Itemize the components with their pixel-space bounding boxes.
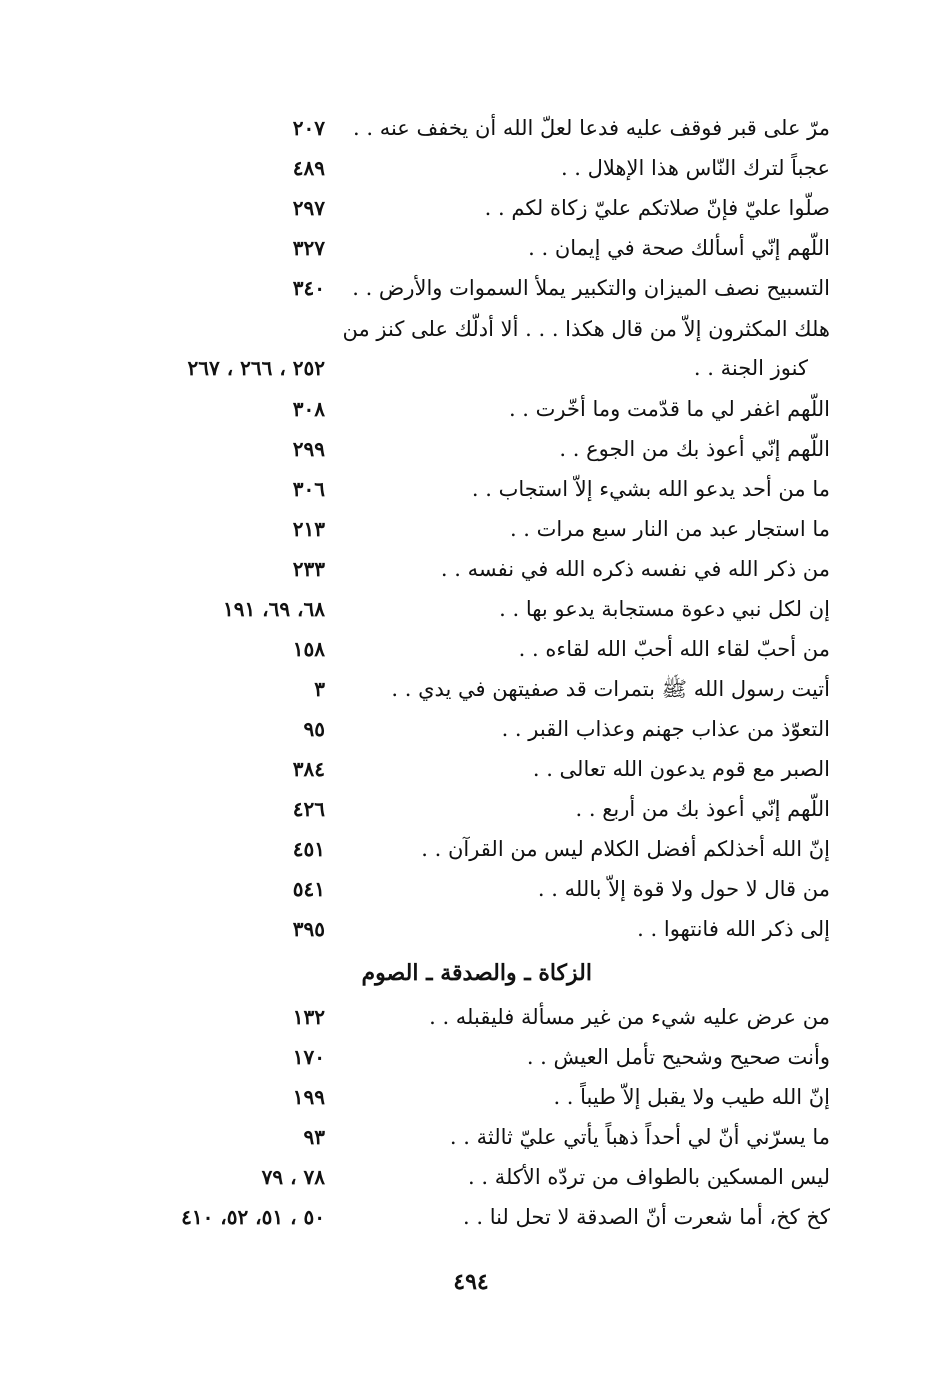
entry-page-numbers: ٤٢٦ bbox=[292, 797, 325, 821]
entry-page-numbers: ١٥٨ bbox=[292, 637, 325, 661]
entry-text: مرّ على قبر فوقف عليه فدعا لعلّ الله أن يخفف عنه . . bbox=[353, 116, 830, 140]
index-entry bbox=[120, 228, 830, 268]
index-entry bbox=[120, 997, 830, 1037]
entry-text: التسبيح نصف الميزان والتكبير يملأ السموات والأرض . . bbox=[352, 276, 830, 300]
entry-text: من قال لا حول ولا قوة إلاّ بالله . . bbox=[537, 877, 830, 901]
entry-text: هلك المكثرون إلاّ من قال هكذا . . . ألا أدلّك على كنز من bbox=[342, 317, 830, 341]
index-entry bbox=[120, 869, 830, 909]
entry-text: التعوّذ من عذاب جهنم وعذاب القبر . . bbox=[501, 717, 830, 741]
entry-page-numbers: ١٧٠ bbox=[292, 1045, 325, 1069]
section-heading: الزكاة ـ والصدقة ـ الصوم bbox=[361, 960, 592, 986]
entry-text: إنّ الله طيب ولا يقبل إلاّ طيباً . . bbox=[553, 1085, 830, 1109]
index-entry bbox=[120, 188, 830, 228]
index-entry bbox=[120, 1037, 830, 1077]
index-entry bbox=[120, 709, 830, 749]
index-entry bbox=[120, 469, 830, 509]
entry-text: إنّ الله أخذلكم أفضل الكلام ليس من القرآن . . bbox=[421, 837, 830, 861]
entry-text: إلى ذكر الله فانتهوا . . bbox=[637, 917, 830, 941]
entry-text: من ذكر الله في نفسه ذكره الله في نفسه . . bbox=[440, 557, 830, 581]
entry-text: وأنت صحيح وشحيح تأمل العيش . . bbox=[526, 1045, 830, 1069]
entry-page-numbers: ٢٥٢ ، ٢٦٦ ، ٢٦٧ bbox=[187, 356, 325, 380]
index-entry bbox=[120, 909, 830, 949]
index-entry bbox=[120, 389, 830, 429]
entry-page-numbers: ٢٩٩ bbox=[292, 437, 325, 461]
index-entry bbox=[120, 1157, 830, 1197]
entry-text: الصبر مع قوم يدعون الله تعالى . . bbox=[532, 757, 830, 781]
entry-text: صلّوا عليّ فإنّ صلاتكم عليّ زكاة لكم . . bbox=[484, 196, 830, 220]
index-entry bbox=[120, 629, 830, 669]
entry-page-numbers: ٩٣ bbox=[303, 1125, 325, 1149]
entry-page-numbers: ٩٥ bbox=[303, 717, 325, 741]
index-entry bbox=[120, 1077, 830, 1117]
entry-page-numbers: ٣٢٧ bbox=[292, 236, 325, 260]
entry-text: ليس المسكين بالطواف من تردّه الأكلة . . bbox=[468, 1165, 830, 1189]
entry-page-numbers: ٥٠ ، ٥١، ٥٢، ٤١٠ bbox=[181, 1205, 325, 1229]
index-entry bbox=[120, 669, 830, 709]
entry-page-numbers: ٥٤١ bbox=[292, 877, 325, 901]
entry-page-numbers: ٦٨، ٦٩، ١٩١ bbox=[222, 597, 325, 621]
index-entry bbox=[120, 429, 830, 469]
index-entry bbox=[120, 108, 830, 148]
entry-page-numbers: ٢٠٧ bbox=[292, 116, 325, 140]
entry-page-numbers: ١٩٩ bbox=[292, 1085, 325, 1109]
entry-page-numbers: ٢٩٧ bbox=[292, 196, 325, 220]
entry-page-numbers: ٧٨ ، ٧٩ bbox=[261, 1165, 325, 1189]
entry-text: عجباً لترك النّاس هذا الإهلال . . bbox=[560, 156, 830, 180]
entry-page-numbers: ٤٥١ bbox=[292, 837, 325, 861]
entry-page-numbers: ٣٠٦ bbox=[292, 477, 325, 501]
entry-page-numbers: ٣٤٠ bbox=[292, 276, 325, 300]
index-entry bbox=[120, 589, 830, 629]
entry-page-numbers: ٣٨٤ bbox=[292, 757, 325, 781]
index-entry bbox=[120, 1117, 830, 1157]
index-entry bbox=[120, 268, 830, 308]
entry-text: اللّهم اغفر لي ما قدّمت وما أخّرت . . bbox=[508, 397, 830, 421]
index-entry bbox=[120, 148, 830, 188]
entry-text: ما استجار عبد من النار سبع مرات . . bbox=[509, 517, 830, 541]
entry-page-numbers: ٢٣٣ bbox=[292, 557, 325, 581]
entry-page-numbers: ٣٩٥ bbox=[292, 917, 325, 941]
index-entry bbox=[120, 789, 830, 829]
index-entry bbox=[120, 309, 830, 349]
entry-text: من عرض عليه شيء من غير مسألة فليقبله . . bbox=[429, 1005, 830, 1029]
entry-text: ما من أحد يدعو الله بشيء إلاّ استجاب . . bbox=[471, 477, 830, 501]
index-entry bbox=[120, 549, 830, 589]
entry-page-numbers: ٤٨٩ bbox=[292, 156, 325, 180]
entry-text: إن لكل نبي دعوة مستجابة يدعو بها . . bbox=[499, 597, 830, 621]
entry-text: كخ كخ، أما شعرت أنّ الصدقة لا تحل لنا . . bbox=[463, 1205, 830, 1229]
entry-text: اللّهم إنّي أسألك صحة في إيمان . . bbox=[528, 236, 830, 260]
index-entry bbox=[120, 829, 830, 869]
index-entry bbox=[120, 1197, 830, 1237]
index-entry bbox=[120, 509, 830, 549]
index-entry bbox=[120, 749, 830, 789]
entry-text: كنوز الجنة . . bbox=[693, 356, 808, 380]
page-number: ٤٩٤ bbox=[453, 1269, 489, 1295]
entry-text: من أحبّ لقاء الله أحبّ الله لقاءه . . bbox=[518, 637, 830, 661]
entry-text: اللّهم إنّي أعوذ بك من أربع . . bbox=[575, 797, 830, 821]
entry-page-numbers: ٣ bbox=[314, 677, 325, 701]
entry-page-numbers: ١٣٢ bbox=[292, 1005, 325, 1029]
entry-text: ما يسرّني أنّ لي أحداً ذهباً يأتي عليّ ثالثة . . bbox=[449, 1125, 830, 1149]
entry-text: اللّهم إنّي أعوذ بك من الجوع . . bbox=[559, 437, 830, 461]
index-entry bbox=[120, 348, 830, 388]
entry-page-numbers: ٢١٣ bbox=[292, 517, 325, 541]
entry-text: أتيت رسول الله ﷺ بتمرات قد صفيتهن في يدي . . bbox=[391, 677, 830, 701]
entry-page-numbers: ٣٠٨ bbox=[292, 397, 325, 421]
